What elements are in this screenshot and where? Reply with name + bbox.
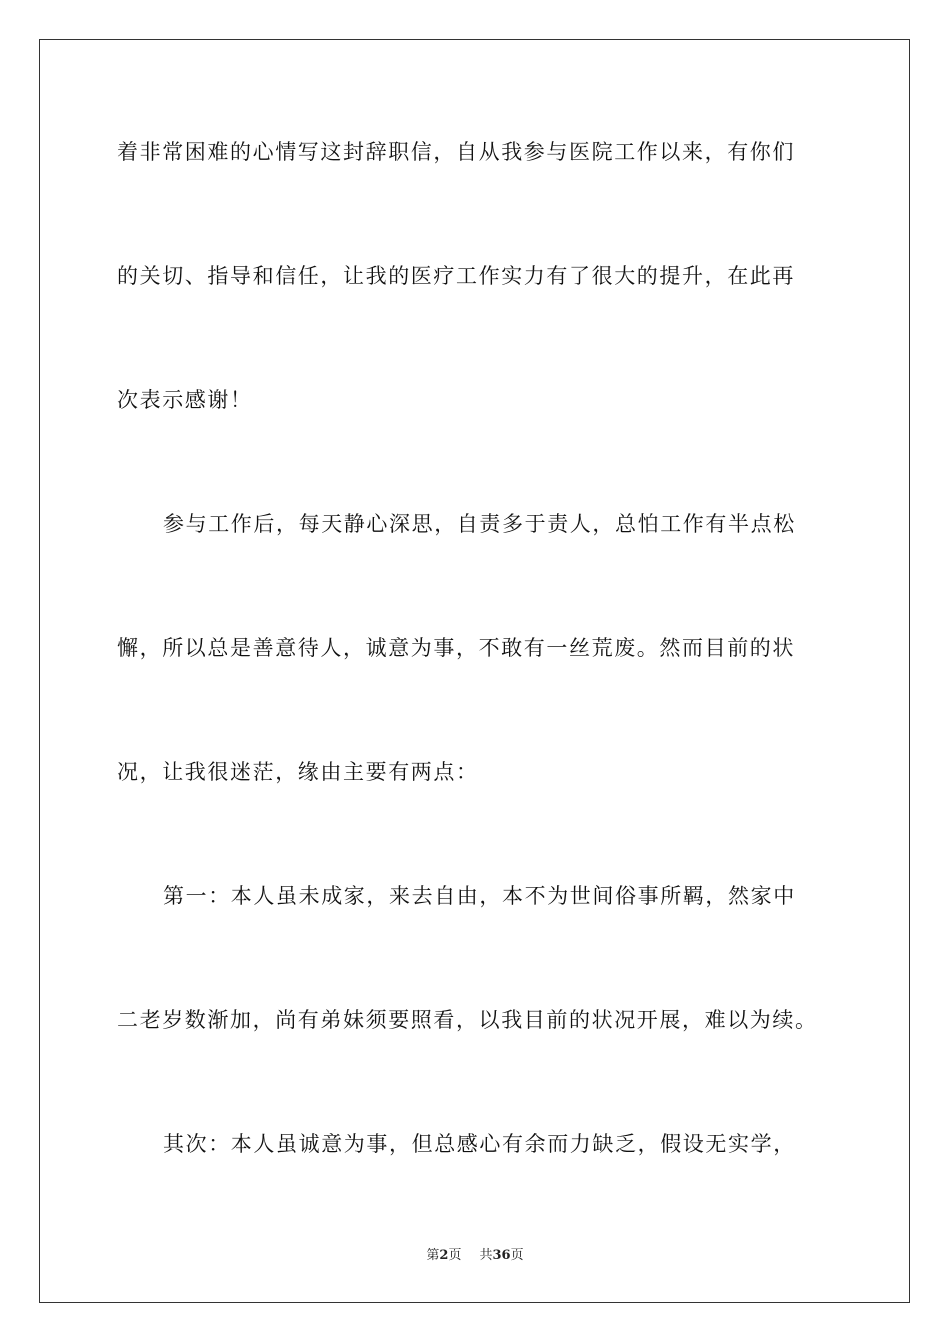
total-label-suffix: 页 xyxy=(510,1248,524,1263)
text-line-6: 况，让我很迷茫，缘由主要有两点： xyxy=(117,760,479,784)
page-border xyxy=(39,39,910,1303)
text-line-8: 二老岁数渐加，尚有弟妹须要照看，以我目前的状况开展，难以为续。 xyxy=(117,1008,818,1032)
text-line-2: 的关切、指导和信任，让我的医疗工作实力有了很大的提升，在此再 xyxy=(117,264,795,288)
page-number: 2 xyxy=(439,1248,449,1263)
total-label-prefix: 共 xyxy=(479,1248,493,1263)
text-line-5: 懈，所以总是善意待人，诚意为事，不敢有一丝荒废。然而目前的状 xyxy=(117,636,795,660)
total-pages: 36 xyxy=(492,1248,511,1263)
text-line-4: 参与工作后，每天静心深思，自责多于责人，总怕工作有半点松 xyxy=(163,512,796,536)
text-line-1: 着非常困难的心情写这封辞职信，自从我参与医院工作以来，有你们 xyxy=(117,140,795,164)
page-footer xyxy=(0,1247,950,1265)
text-line-9: 其次：本人虽诚意为事，但总感心有余而力缺乏，假设无实学， xyxy=(163,1132,796,1156)
text-line-3: 次表示感谢！ xyxy=(117,388,253,412)
page-label-prefix: 第 xyxy=(426,1248,440,1263)
page-label-suffix: 页 xyxy=(448,1248,462,1263)
text-line-7: 第一：本人虽未成家，来去自由，本不为世间俗事所羁，然家中 xyxy=(163,884,796,908)
